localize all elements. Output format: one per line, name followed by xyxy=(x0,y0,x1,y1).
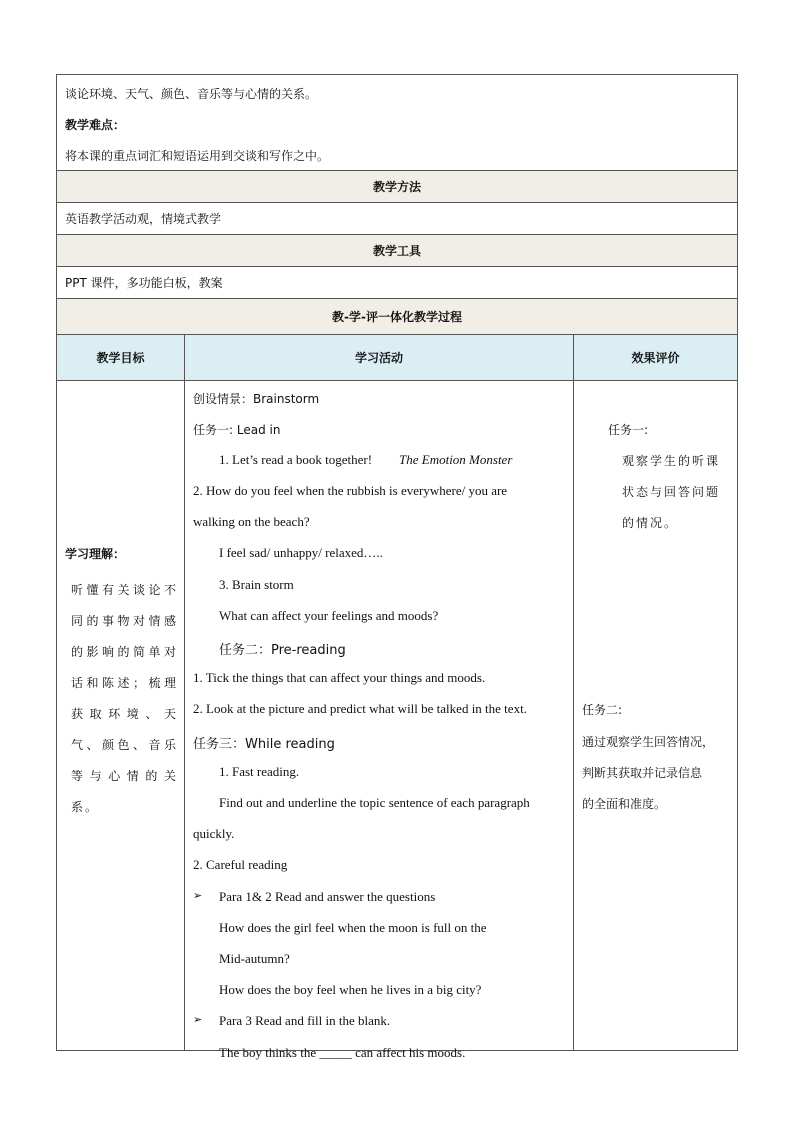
activity-line: Para 3 Read and fill in the blank. xyxy=(219,1013,391,1028)
evaluation-cell xyxy=(574,381,737,1050)
methods-heading: 教学方法 xyxy=(57,171,737,203)
eval-text: 状态与回答问题 xyxy=(622,485,721,499)
difficulty-text: 将本课的重点词汇和短语运用到交谈和写作之中。 xyxy=(65,149,330,163)
eval-text: 判断其获取并记录信息 xyxy=(582,766,703,780)
col-evaluation-header: 效果评价 xyxy=(631,351,680,365)
eval-text: 通过观察学生回答情况， xyxy=(582,735,715,749)
lesson-plan-table xyxy=(56,74,738,1060)
activity-cell xyxy=(185,381,574,1060)
activity-line: 任务一: Lead in xyxy=(193,423,281,437)
activity-line: 3. Brain storm xyxy=(219,577,294,592)
activity-line: I feel sad/ unhappy/ relaxed….. xyxy=(219,545,383,560)
activity-line: What can affect your feelings and moods? xyxy=(219,608,439,623)
activity-line: How does the girl feel when the moon is full on the xyxy=(219,920,487,935)
activity-line: Para 1& 2 Read and answer the questions xyxy=(219,889,436,904)
activity-line: 2. Look at the picture and predict what will be talked in the text. xyxy=(193,701,527,716)
arrow-bullet-icon: ➢ xyxy=(193,889,203,902)
activity-line: 1. Let’s read a book together! xyxy=(219,452,373,467)
tools-heading: 教学工具 xyxy=(57,235,737,267)
process-heading: 教-学-评一体化教学过程 xyxy=(57,299,737,335)
eval-text: 观察学生的听课 xyxy=(622,454,721,468)
methods-value: 英语教学活动观，情境式教学 xyxy=(57,203,737,235)
activity-line: 任务三：While reading xyxy=(193,737,335,752)
book-title: The Emotion Monster xyxy=(399,452,513,467)
eval-text: 的情况。 xyxy=(622,516,679,530)
activity-line: Mid-autumn? xyxy=(219,951,290,966)
activity-line: 2. How do you feel when the rubbish is everywhere/ you are xyxy=(193,483,508,498)
key-point-text: 谈论环境、天气、颜色、音乐等与心情的关系。 xyxy=(65,87,318,101)
eval-task1-title: 任务一: xyxy=(608,423,649,437)
arrow-bullet-icon: ➢ xyxy=(193,1013,203,1026)
activity-line: The boy thinks the _____ can affect his moods. xyxy=(219,1045,466,1060)
col-objective-header: 教学目标 xyxy=(57,335,185,380)
key-points-block xyxy=(57,75,737,171)
difficulty-heading: 教学难点： xyxy=(65,118,126,132)
activity-line: 2. Careful reading xyxy=(193,857,288,872)
activity-line: 1. Fast reading. xyxy=(219,764,300,779)
objective-title: 学习理解： xyxy=(65,547,126,561)
activity-line: 1. Tick the things that can affect your things and moods. xyxy=(193,670,486,685)
activity-line: 创设情景：Brainstorm xyxy=(193,392,320,406)
eval-text: 的全面和准度。 xyxy=(582,797,667,811)
activity-line: Find out and underline the topic sentence of each paragraph xyxy=(219,795,530,810)
activity-line: walking on the beach? xyxy=(193,514,310,529)
activity-line: 任务二：Pre-reading xyxy=(219,643,346,658)
eval-task2-title: 任务二: xyxy=(582,703,623,717)
activity-line: quickly. xyxy=(193,826,235,841)
column-header-row xyxy=(57,335,737,381)
objective-cell xyxy=(57,381,185,1050)
col-activity-header: 学习活动 xyxy=(185,335,574,380)
process-body-row xyxy=(57,381,737,1060)
tools-value: PPT 课件，多功能白板，教案 xyxy=(57,267,737,299)
activity-line: How does the boy feel when he lives in a big city? xyxy=(219,982,482,997)
objective-text: 听懂有关谈论不同的事物对情感的影响的简单对话和陈述；梳理获取环境、天气、颜色、音乐等与心情的关系。 xyxy=(71,583,178,814)
